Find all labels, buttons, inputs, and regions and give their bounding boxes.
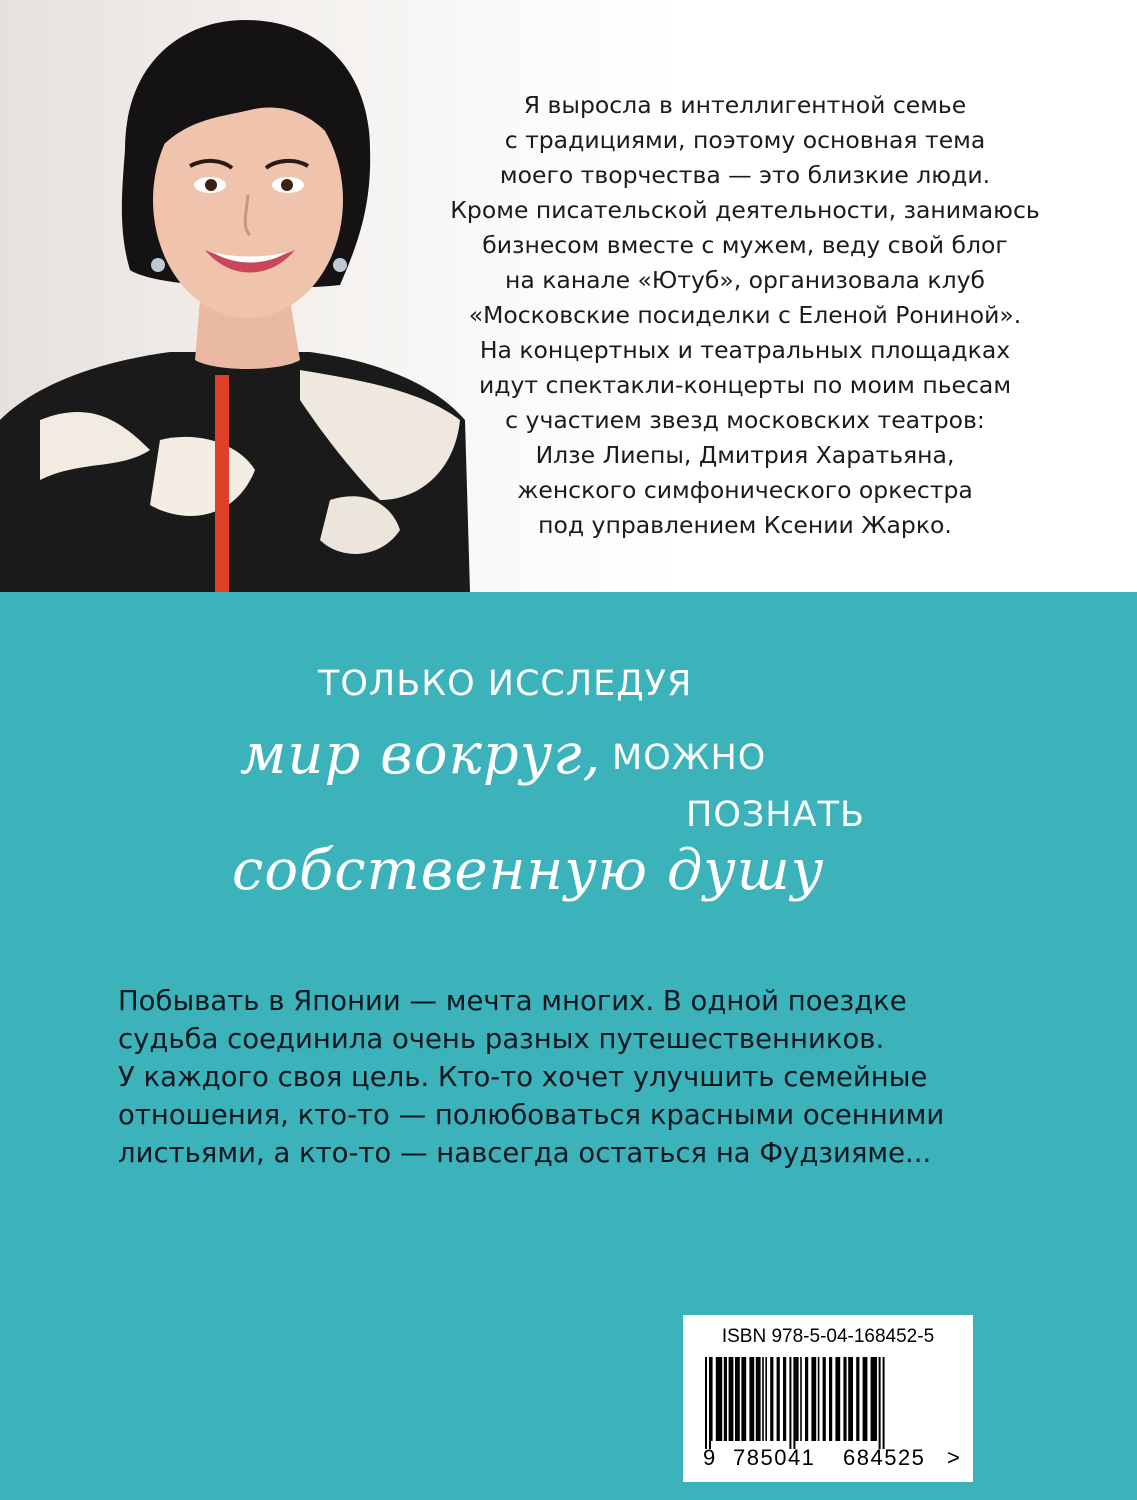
bio-line: моего творчества — это близкие люди. xyxy=(499,161,991,189)
barcode-bar xyxy=(749,1357,754,1441)
bio-line: на канале «Ютуб», организовала клуб xyxy=(504,266,985,294)
barcode-guard-bar xyxy=(705,1357,707,1449)
barcode-bar xyxy=(871,1357,877,1441)
barcode-bar xyxy=(843,1357,846,1441)
isbn-label: ISBN 978-5-04-168452-5 xyxy=(721,1326,935,1347)
description-line: У каждого своя цель. Кто-то хочет улучшить семейные xyxy=(118,1061,928,1093)
barcode-bar xyxy=(756,1357,761,1441)
barcode-bar xyxy=(741,1357,746,1441)
tagline-script-2: собственную душу xyxy=(232,838,825,903)
barcode-bar xyxy=(823,1357,826,1441)
barcode-guard-bar xyxy=(709,1357,711,1449)
barcode-bar xyxy=(818,1357,820,1441)
bio-line: с участием звезд московских театров: xyxy=(505,406,985,434)
barcode-digit-end: > xyxy=(947,1445,962,1470)
bio-line: под управлением Ксении Жарко. xyxy=(538,511,952,539)
barcode-guard-bar xyxy=(789,1357,791,1449)
barcode-digit-first: 9 xyxy=(703,1445,717,1470)
bio-line: «Московские посиделки с Еленой Рониной». xyxy=(468,301,1022,329)
bio-line: На концертных и театральных площадках xyxy=(479,336,1011,364)
barcode-guard-bar xyxy=(793,1357,795,1449)
tagline-line-2: МОЖНО xyxy=(612,738,767,778)
bio-line: Я выросла в интеллигентной семье xyxy=(523,91,967,119)
barcode-bar xyxy=(716,1357,722,1441)
barcode-bar xyxy=(856,1357,859,1441)
tagline-script-1: мир вокруг, xyxy=(240,722,602,787)
barcode-bar xyxy=(835,1357,840,1441)
barcode-bar xyxy=(829,1357,832,1441)
barcode-bar xyxy=(783,1357,786,1441)
barcode-bars xyxy=(697,1357,959,1449)
bio-line: бизнесом вместе с мужем, веду свой блог xyxy=(482,231,1008,259)
book-description xyxy=(118,982,1018,1172)
barcode-bar xyxy=(848,1357,853,1441)
description-line: листьями, а кто-то — навсегда остаться на Фудзияме... xyxy=(118,1137,932,1169)
barcode-bar xyxy=(805,1357,808,1441)
description-line: отношения, кто-то — полюбоваться красными осенними xyxy=(118,1099,945,1131)
tagline-line-3: ПОЗНАТЬ xyxy=(686,795,865,835)
barcode-bar xyxy=(711,1357,713,1441)
barcode-bar xyxy=(777,1357,780,1441)
barcode-bar xyxy=(770,1357,773,1441)
description-line: судьба соединила очень разных путешественников. xyxy=(118,1023,885,1055)
barcode-guard-bar xyxy=(883,1357,885,1449)
barcode-guard-bar xyxy=(879,1357,881,1449)
author-section xyxy=(0,0,1137,592)
author-bio xyxy=(395,88,1095,543)
barcode-bar xyxy=(724,1357,727,1441)
barcode-block xyxy=(683,1315,973,1482)
barcode-bar xyxy=(795,1357,798,1441)
bio-line: с традициями, поэтому основная тема xyxy=(504,126,986,154)
barcode-bar xyxy=(762,1357,764,1441)
bio-line: Кроме писательской деятельности, занимаюсь xyxy=(450,196,1040,224)
back-cover-teal-panel xyxy=(0,592,1137,1500)
barcode-bar xyxy=(800,1357,802,1441)
barcode-digit-group-1: 785041 xyxy=(733,1445,816,1470)
description-line: Побывать в Японии — мечта многих. В одной поездке xyxy=(118,985,907,1017)
barcode-digit-group-2: 684525 xyxy=(843,1445,926,1470)
bio-line: идут спектакли-концерты по моим пьесам xyxy=(478,371,1012,399)
barcode-bar xyxy=(765,1357,767,1441)
tagline-line-1: ТОЛЬКО ИССЛЕДУЯ xyxy=(318,664,693,704)
bio-line: женского симфонического оркестра xyxy=(517,476,973,504)
bio-line: Илзе Лиепы, Дмитрия Харатьяна, xyxy=(535,441,955,469)
barcode-bar xyxy=(811,1357,816,1441)
barcode-bar xyxy=(863,1357,868,1441)
barcode-bar xyxy=(735,1357,740,1441)
barcode-bar xyxy=(729,1357,734,1441)
